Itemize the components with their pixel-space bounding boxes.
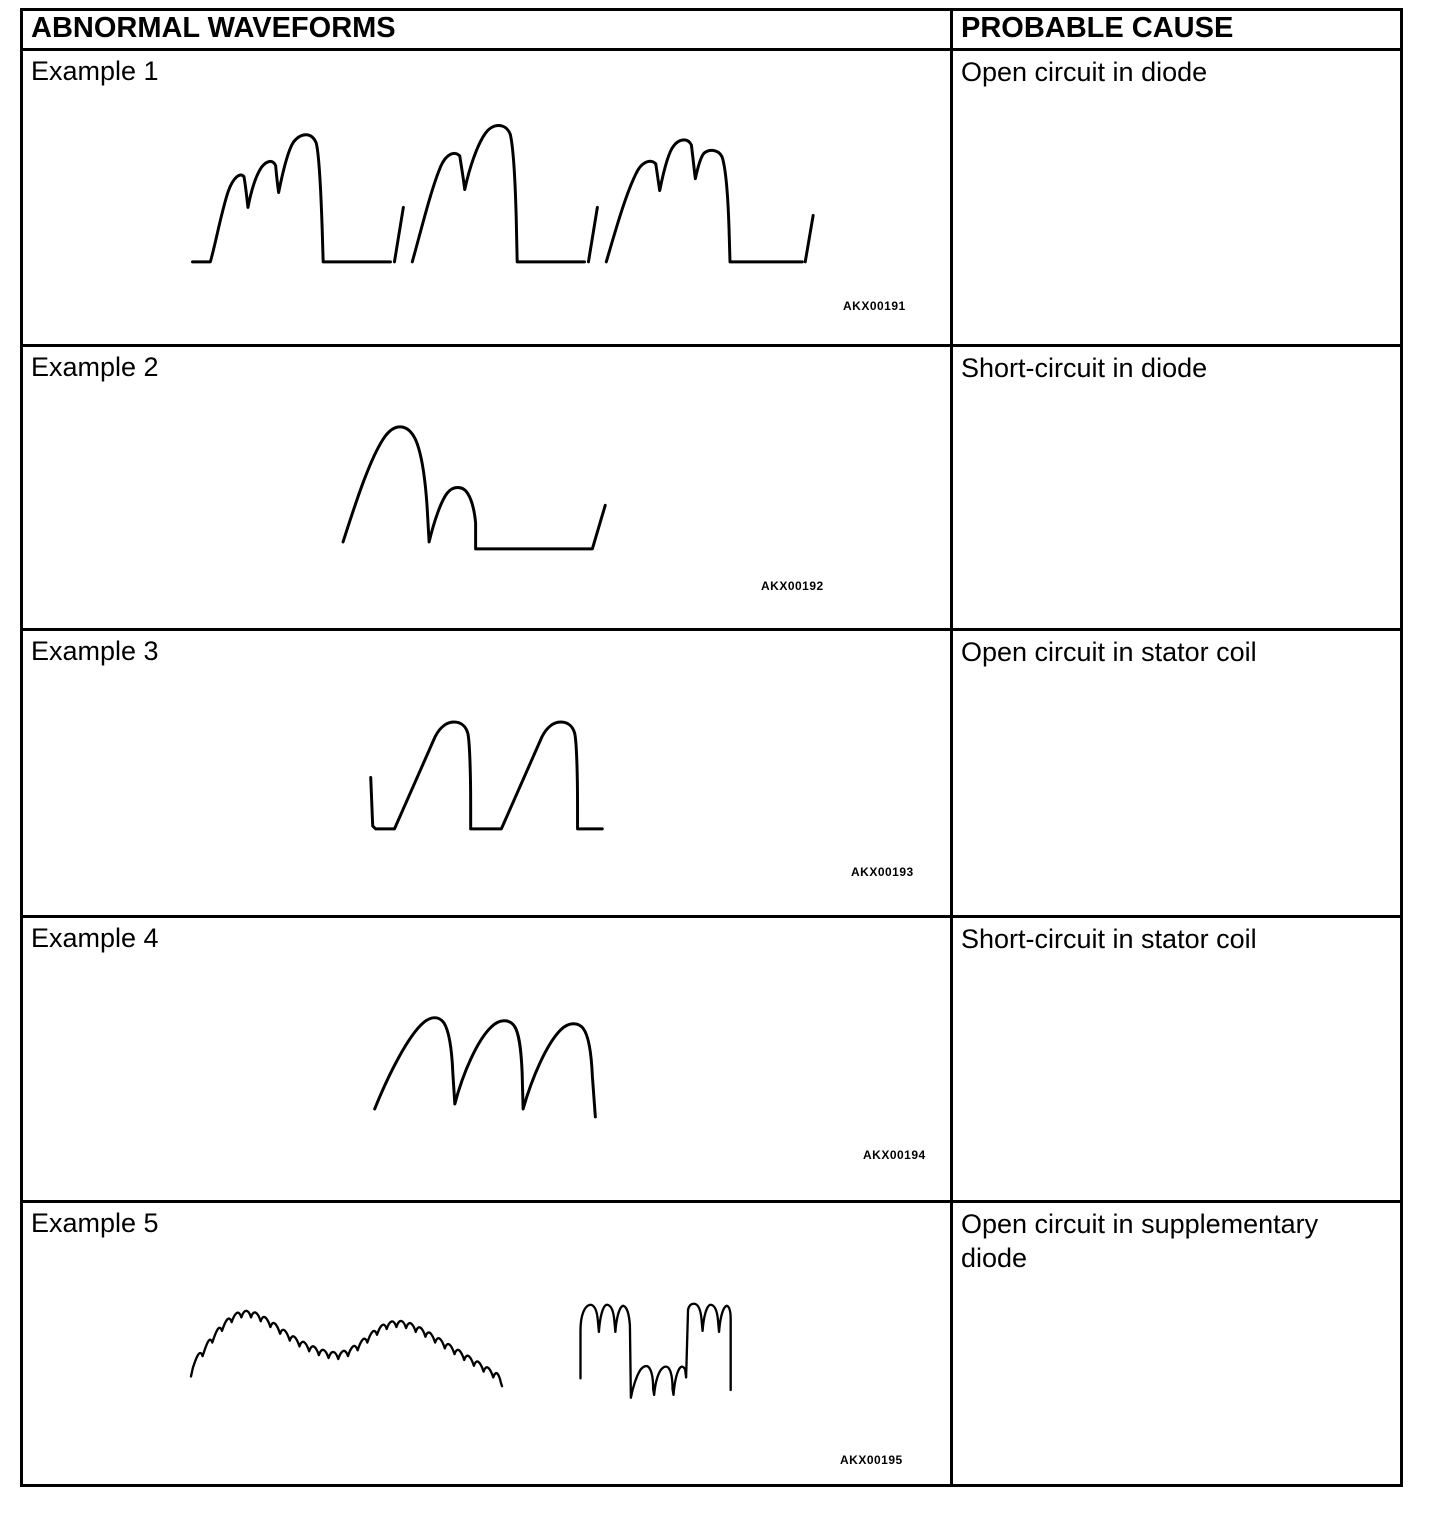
column-header-probable-cause: PROBABLE CAUSE: [953, 11, 1400, 48]
figure-code: AKX00195: [840, 1453, 903, 1467]
cause-cell-example-2: [953, 344, 1400, 628]
waveform-example-3: [23, 631, 950, 915]
waveform-example-5: [23, 1203, 950, 1484]
cause-text: Short-circuit in diode: [961, 353, 1208, 383]
cause-cell-example-1: [953, 48, 1400, 344]
example-label: Example 3: [31, 636, 159, 666]
waveform-path: [371, 722, 603, 829]
cause-text: Open circuit in stator coil: [961, 637, 1257, 667]
waveform-cell-example-5: [23, 1200, 953, 1484]
waveform-path: [343, 427, 605, 549]
waveform-cell-example-2: [23, 344, 953, 628]
cause-cell-example-5: [953, 1200, 1400, 1484]
example-label: Example 2: [31, 352, 159, 382]
waveform-path: [191, 1304, 731, 1398]
figure-code: AKX00192: [761, 579, 824, 593]
cause-text: Open circuit in diode: [961, 57, 1208, 87]
figure-code: AKX00194: [863, 1148, 926, 1162]
waveform-example-1: [23, 51, 950, 344]
figure-code: AKX00191: [843, 299, 906, 313]
cause-text: Open circuit in supplementary diode: [961, 1209, 1319, 1273]
cause-cell-example-4: [953, 915, 1400, 1200]
cause-text: Short-circuit in stator coil: [961, 924, 1257, 954]
waveform-path: [193, 125, 814, 261]
figure-code: AKX00193: [851, 865, 914, 879]
waveform-cell-example-1: [23, 48, 953, 344]
example-label: Example 5: [31, 1208, 159, 1238]
waveform-cell-example-3: [23, 628, 953, 915]
waveform-cell-example-4: [23, 915, 953, 1200]
waveform-path: [375, 1018, 596, 1117]
cause-cell-example-3: [953, 628, 1400, 915]
example-label: Example 1: [31, 56, 159, 86]
example-label: Example 4: [31, 923, 159, 953]
waveform-diagnosis-table: [20, 8, 1403, 1487]
waveform-example-4: [23, 918, 950, 1200]
column-header-abnormal-waveforms: ABNORMAL WAVEFORMS: [23, 11, 953, 48]
